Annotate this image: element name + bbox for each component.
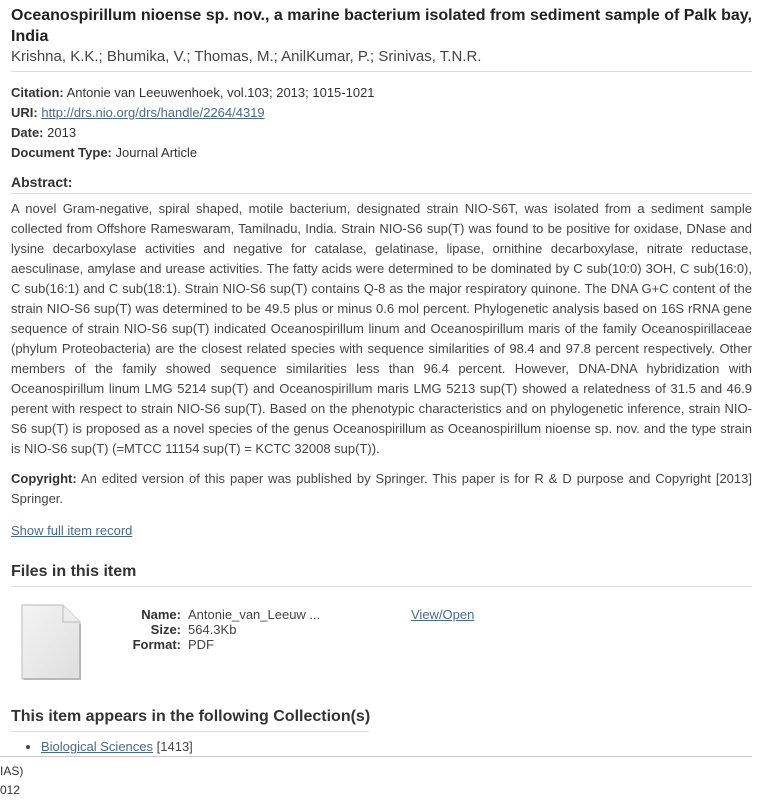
citation-row — [11, 83, 752, 103]
collections-list — [11, 738, 752, 756]
file-size-row — [111, 622, 320, 637]
item-title: Oceanospirillum nioense sp. nov., a marine bacterium isolated from sediment sample of Palk bay, India — [11, 7, 752, 45]
collection-link[interactable]: Biological Sciences — [41, 739, 154, 754]
show-full-record-link[interactable]: Show full item record — [11, 523, 133, 538]
footer-text-1: IAS) — [0, 764, 24, 778]
file-size-value: 564.3Kb — [188, 622, 237, 637]
date-label: Date: — [11, 125, 44, 140]
abstract-heading: Abstract: — [11, 174, 73, 190]
copyright-text: An edited version of this paper was published by Springer. This paper is for R & D purpose and Copyright [2013] Springer. — [11, 471, 752, 506]
date-row — [11, 123, 752, 143]
copyright-block — [11, 469, 752, 509]
file-format-label: Format: — [132, 637, 181, 652]
doctype-value: Journal Article — [115, 145, 198, 160]
file-size-label: Size: — [150, 622, 181, 637]
collection-item — [41, 738, 752, 756]
view-open-link[interactable]: View/Open — [411, 607, 475, 622]
copyright-label: Copyright: — [11, 471, 77, 486]
file-name-value: Antonie_van_Leeuw ... — [188, 607, 321, 622]
uri-link[interactable]: http://drs.nio.org/drs/handle/2264/4319 — [41, 105, 265, 120]
metadata-list — [11, 83, 752, 163]
footer-divider — [0, 756, 752, 757]
doctype-row — [11, 143, 752, 163]
uri-label: URI: — [11, 105, 38, 120]
file-format-row — [111, 637, 320, 652]
item-page — [11, 0, 752, 756]
file-metadata — [111, 607, 320, 652]
abstract-text: A novel Gram-negative, spiral shaped, motile bacterium, designated strain NIO-S6T, was isolated from a sediment sample collected from Offshore Rameswaram, Tamilnadu, India. Strain NIO-S6 sup(T) was found to be positive for oxidase, DNase and lysine decarboxylase activities and negative for catalase, gelatinase, lipase, ornithine decarboxylase, nitrate reductase, aesculinase, amylase and urease activities. The fatty acids were determined to be dominated by C sub(10:0) 3OH, C sub(16:0), C sub(16:1) and C sub(18:1). Strain NIO-S6 sup(T) contains Q-8 as the major respiratory quinone. The DNA G+C content of the strain NIO-S6 sup(T) was determined to be 49.5 plus or minus 0.6 mol percent. Phylogenetic analysis based on 16S rRNA gene sequence of strain NIO-S6 sup(T) indicated Oceanospirillum linum and Oceanospirillum maris of the family Oceanospirillaceae (phylum Proteobacteria) are the closest related species with sequence similarities of 98.4 and 97.8 percent respectively. Other members of the family showed sequence similarities less than 96.4 percent. However, DNA-DNA hybridization with Oceanospirillum linum LMG 5214 sup(T) and Oceanospirillum maris LMG 5213 sup(T) showed a relatedness of 31.5 and 46.9 perent with respect to strain NIO-S6 sup(T). Based on the phenotypic characteristics and on phylogenetic inference, strain NIO-S6 sup(T) is proposed as a novel species of the genus Oceanospirillum as Oceanospirillum nioense sp. nov. and the type strain is NIO-S6 sup(T) (=MTCC 11154 sup(T) = KCTC 32008 sup(T)). — [11, 201, 752, 456]
doctype-label: Document Type: — [11, 145, 112, 160]
file-icon[interactable] — [19, 602, 83, 682]
collections-divider — [11, 731, 369, 732]
collections-heading: This item appears in the following Collection(s) — [11, 708, 371, 725]
footer-text-2: 012 — [0, 783, 21, 797]
citation-label: Citation: — [11, 85, 64, 100]
file-entry — [11, 593, 752, 703]
abstract-divider — [11, 193, 752, 194]
file-format-value: PDF — [188, 637, 214, 652]
file-name-label: Name: — [141, 607, 181, 622]
date-value: 2013 — [47, 125, 77, 140]
item-authors: Krishna, K.K.; Bhumika, V.; Thomas, M.; AnilKumar, P.; Srinivas, T.N.R. — [11, 48, 482, 65]
files-divider — [11, 586, 752, 587]
title-divider — [11, 71, 752, 72]
collection-count: [1413] — [156, 739, 193, 754]
file-name-row — [111, 607, 320, 622]
uri-row — [11, 103, 752, 123]
files-heading: Files in this item — [11, 563, 137, 580]
citation-value: Antonie van Leeuwenhoek, vol.103; 2013; 1015-1021 — [66, 85, 375, 100]
